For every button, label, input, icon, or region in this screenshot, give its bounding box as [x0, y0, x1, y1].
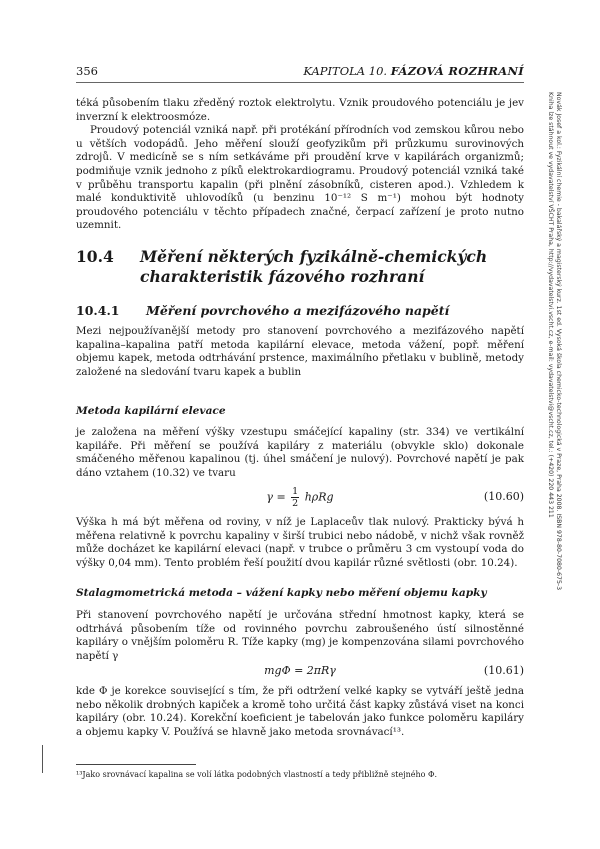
subsection-title: Měření povrchového a mezifázového napětí [146, 303, 450, 318]
intro-paragraph-2: Proudový potenciál vzniká např. při protékání přírodních vod zemskou kůrou nebo u větších vodopádů. Jeho měření slouží geofyzikům při průzkumu surovinových zdrojů. V medicíně se s ním setkáváme při proudění krve v kapilárách organizmů; podmiňuje vznik jednoho z píků elektrokardiogramu. Proudový potenciál vzniká také v průběhu transportu kapalin (při plnění zásobníků, cisteren apod.). Vzhledem k malé konduktivitě uhlovodíků (u benzinu 10⁻¹² S m⁻¹) mohou být hodnoty proudového potenciálu v těchto případech značné, čerpací zařízení je proto nutno uzemnit. [76, 124, 524, 232]
equation-10-61 [76, 656, 524, 684]
eq60-rhs: hρRg [304, 490, 334, 504]
method2-paragraph-2: kde Φ je korekce související s tím, že při odtržení velké kapky se vytváří ještě jedna nebo několik drobných kapiček a kromě toho určitá část kapky zůstává viset na konci kapiláry (obr. 10.24). Korekční koeficient je tabelován jako funkce poloměru kapiláry a objemu kapky V. Používá se hlavně jako metoda srovnávací¹³. [76, 685, 524, 738]
eq60-lhs: γ = [266, 490, 286, 504]
method1-heading: Metoda kapilární elevace [76, 405, 226, 417]
intro-block [76, 97, 524, 233]
section-title: Měření některých fyzikálně-chemických charakteristik fázového rozhraní [140, 247, 488, 286]
side-note-line-1: Novák Josef a kol.: Fyzikální chemie - bakalářský a magisterský kurz. 1st ed. Vysoká škola chemicko-technologická v Praze, Praha 2008. ISBN 978-80-7080-675-3 [555, 92, 562, 591]
margin-change-bar [42, 745, 43, 773]
chapter-prefix: KAPITOLA 10. [303, 64, 388, 78]
header-rule [76, 82, 524, 83]
subsection-number: 10.4.1 [76, 303, 120, 318]
footnote-rule [76, 764, 196, 765]
side-note-line-2: Kniha lze stáhnout ve vydavatelství VŠCHT Praha, http://vydavatelstvi.vscht.cz, e-mail: vydavatelstvi@vscht.cz, tel.: (+420) 220 443 211 [547, 92, 554, 518]
method2-text-2 [76, 685, 524, 739]
method2-paragraph-1: Při stanovení povrchového napětí je určována střední hmotnost kapky, která se odtrhává působením tíže od rovinného povrchu zabroušeného ústí silnostěnné kapiláry o vnějším poloměru R. Tíže kapky (mg) je kompenzována silami povrchového napětí γ [76, 609, 524, 662]
running-header [303, 64, 524, 78]
method1-paragraph-2: Výška h má být měřena od roviny, v níž je Laplaceův tlak nulový. Prakticky bývá h měřena relativně k povrchu kapaliny v širší trubici nebo nádobě, v nichž však rovněž může docházet ke kapilární elevaci (např. v trubce o průměru 3 cm vystoupí voda do výšky 0,04 mm). Tento problém řeší použití dvou kapilár různé světlosti (obr. 10.24). [76, 516, 524, 569]
eq60-numerator: 1 [292, 486, 299, 497]
eq60-fraction [291, 486, 299, 509]
footnote-13: ¹³Jako srovnávací kapalina se volí látka podobných vlastností a tedy přibližně stejného Φ. [76, 770, 438, 779]
chapter-title: FÁZOVÁ ROZHRANÍ [390, 64, 524, 78]
method1-text-1 [76, 426, 524, 480]
eq61-label: (10.61) [483, 664, 524, 677]
subsection-intro [76, 325, 524, 379]
method1-text-2 [76, 516, 524, 570]
page-number: 356 [76, 64, 98, 78]
method1-paragraph-1: je založena na měření výšky vzestupu smáčející kapaliny (str. 334) ve vertikální kapiláře. Při měření se používá kapiláry z materiálu (obvykle sklo) dokonale smáčeného měřenou kapalinou (tj. úhel smáčení je nulový). Povrchové napětí je pak dáno vztahem (10.32) ve tvaru [76, 426, 524, 479]
section-number: 10.4 [76, 247, 114, 266]
eq61-formula: mgΦ = 2πRγ [264, 664, 336, 677]
eq60-label: (10.60) [483, 490, 524, 503]
subsection-intro-paragraph: Mezi nejpoužívanější metody pro stanovení povrchového a mezifázového napětí kapalina–kapalina patří metoda kapilární elevace, metoda vážení, popř. měření objemu kapek, metoda odtrhávání prstence, maximálního přetlaku v bublině, metody založené na sledování tvaru kapek a bublin [76, 325, 524, 378]
method2-heading: Stalagmometrická metoda – vážení kapky nebo měření objemu kapky [76, 587, 487, 599]
side-copyright-note [546, 92, 562, 812]
intro-paragraph-1: téká působením tlaku zředěný roztok elektrolytu. Vznik proudového potenciálu je jev inverzní k elektroosmóze. [76, 97, 524, 123]
eq60-denominator: 2 [292, 498, 299, 509]
equation-10-60 [76, 482, 524, 510]
